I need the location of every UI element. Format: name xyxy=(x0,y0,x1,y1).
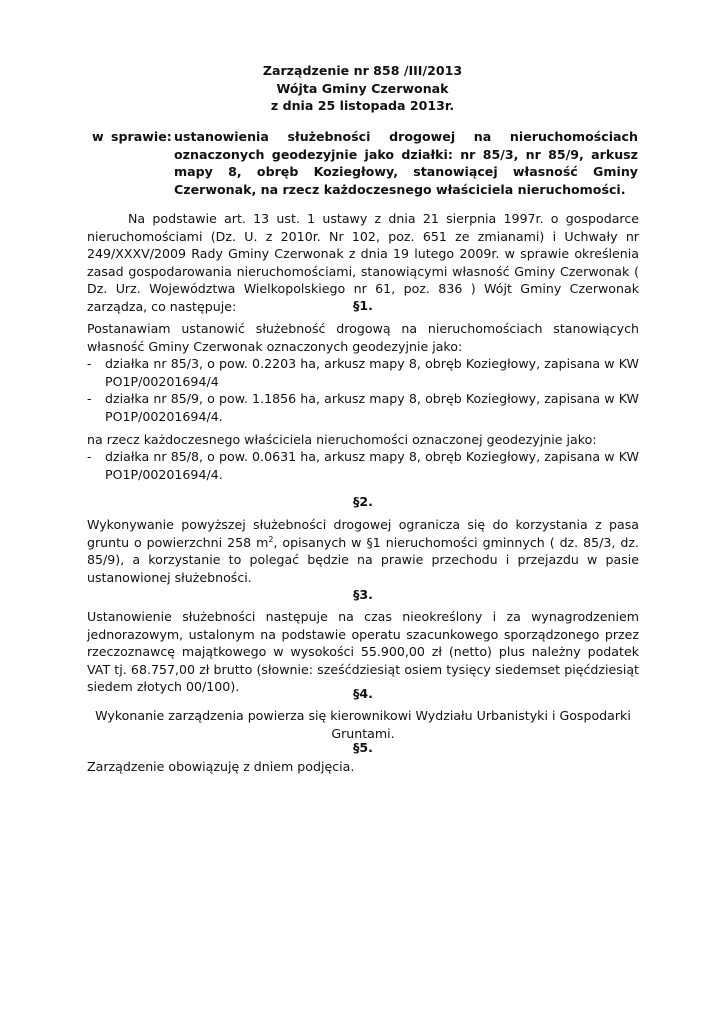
list-item xyxy=(87,448,639,483)
subject-label: w sprawie: xyxy=(92,129,172,144)
section-1-intro-2: na rzecz każdoczesnego właściciela nieruchomości oznaczonej geodezyjnie jako: xyxy=(87,431,597,447)
section-2-text-a: Wykonywanie powyższej służebności drogowej ogranicza się do korzystania z pasa gruntu o powierzchni 258 m xyxy=(87,517,639,550)
list-item-text: działka nr 85/8, o pow. 0.0631 ha, arkusz mapy 8, obręb Koziegłowy, zapisana w KW PO1P/00201694/4. xyxy=(105,449,639,482)
section-1-list-2 xyxy=(87,448,639,483)
section-3-title: §3. xyxy=(353,587,373,602)
list-dash: - xyxy=(87,449,92,465)
section-2-title: §2. xyxy=(353,494,373,509)
section-4-paragraph: Wykonanie zarządzenia powierza się kierownikowi Wydziału Urbanistyki i Gospodarki Gruntami. xyxy=(95,708,631,741)
section-5-paragraph: Zarządzenie obowiązuję z dniem podjęcia. xyxy=(87,759,355,774)
section-1-body xyxy=(87,320,639,483)
list-item xyxy=(87,355,639,390)
section-4-title: §4. xyxy=(353,686,373,701)
section-1-list xyxy=(87,355,639,425)
section-2-text-b: , opisanych w §1 nieruchomości gminnych ( dz. 85/3, dz. 85/9), a korzystanie to polegać będzie na prawie przechodu i przejazdu w pasie ustanowionej służebności. xyxy=(87,534,639,585)
section-1-intro: Postanawiam ustanowić służebność drogową na nieruchomościach stanowiących własność Gminy Czerwonak oznaczonych geodezyjnie jako: xyxy=(87,321,639,354)
header-issuer: Wójta Gminy Czerwonak xyxy=(276,80,449,96)
subject-text: ustanowienia służebności drogowej na nieruchomościach oznaczonych geodezyjnie jako działki: nr 85/3, nr 85/9, arkusz mapy 8, obręb Koziegłowy, stanowiącej własność Gminy Czerwonak, na rzecz każdoczesnego właściciela nieruchomości. xyxy=(174,129,638,197)
list-item-text: działka nr 85/3, o pow. 0.2203 ha, arkusz mapy 8, obręb Koziegłowy, zapisana w KW PO1P/00201694/4 xyxy=(105,356,639,389)
subject-block xyxy=(92,128,638,198)
list-item-text: działka nr 85/9, o pow. 1.1856 ha, arkusz mapy 8, obręb Koziegłowy, zapisana w KW PO1P/00201694/4. xyxy=(105,391,639,424)
preamble-paragraph: Na podstawie art. 13 ust. 1 ustawy z dnia 21 sierpnia 1997r. o gospodarce nieruchomościami (Dz. U. z 2010r. Nr 102, poz. 651 ze zmianami) i Uchwały nr 249/XXXV/2009 Rady Gminy Czerwonak z dnia 19 lutego 2009r. w sprawie określenia zasad gospodarowania nieruchomościami, stanowiącymi własność Gminy Czerwonak ( Dz. Urz. Województwa Wielkopolskiego nr 61, poz. 836 ) Wójt Gminy Czerwonak zarządza, co następuje: xyxy=(87,211,639,314)
section-1-title: §1. xyxy=(353,298,373,313)
section-2-paragraph xyxy=(87,516,639,586)
header-date: z dnia 25 listopada 2013r. xyxy=(270,98,455,113)
header-title: Zarządzenie nr 858 /III/2013 xyxy=(262,63,463,78)
list-dash: - xyxy=(87,356,92,372)
section-5-title: §5. xyxy=(353,740,373,755)
superscript: 2 xyxy=(268,534,274,544)
list-dash: - xyxy=(87,391,92,407)
list-item xyxy=(87,390,639,425)
section-3-paragraph: Ustanowienie służebności następuje na czas nieokreślony i za wynagrodzeniem jednorazowym, ustalonym na podstawie operatu szacunkowego sporządzonego przez rzeczoznawcę majątkowego w wysokości 55.900,00 zł (netto) plus należny podatek VAT tj. 68.757,00 zł brutto (słownie: sześćdziesiąt osiem tysięcy siedemset pięćdziesiąt siedem złotych 00/100). xyxy=(87,609,639,695)
document-header xyxy=(0,62,725,115)
